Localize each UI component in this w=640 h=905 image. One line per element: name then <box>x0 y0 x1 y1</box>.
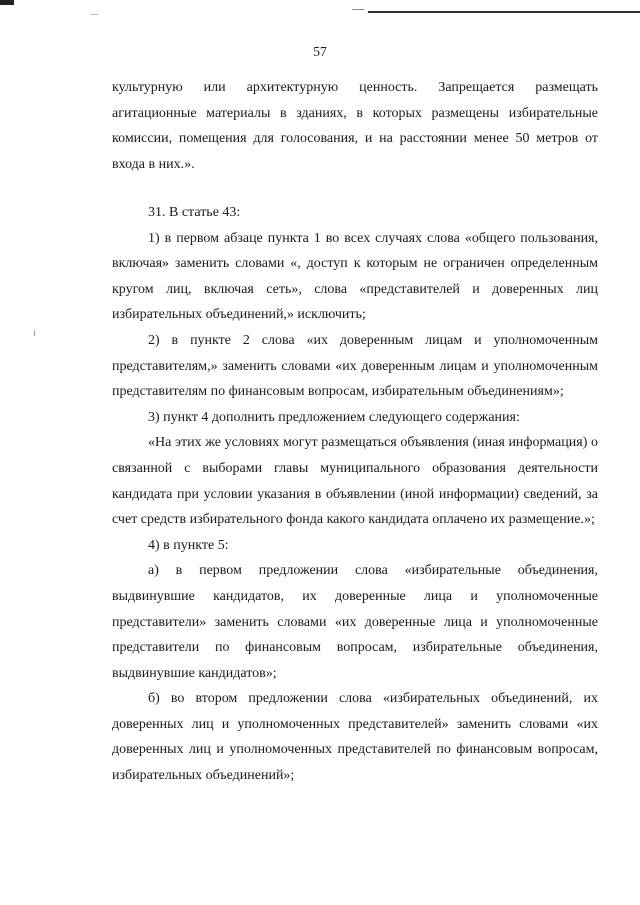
amendment-item-2: 2) в пункте 2 слова «их доверенным лицам и уполномоченным представителям,» заменить словами «их доверенным лицам и уполномоченным представителям по финансовым вопросам, избирательным объединениям»; <box>112 332 598 400</box>
scan-mark <box>0 0 14 5</box>
page-number: 57 <box>313 44 327 59</box>
amendment-item-3-quote: «На этих же условиях могут размещаться объявления (иная информация) о связанной с выборами главы муниципального образования деятельности кандидата при условии указания в объявлении (иной информации) сведений, за счет средств избирательного фонда какого кандидата оплачено их размещение.»; <box>112 435 598 528</box>
amendments-block <box>112 200 598 789</box>
scan-rule-thin <box>352 9 364 10</box>
continuation-block <box>112 75 598 177</box>
amendment-item-4: 4) в пункте 5: <box>148 537 229 553</box>
amendment-item-1: 1) в первом абзаце пункта 1 во всех случаях слова «общего пользования, включая» заменить словами «, доступ к которым не ограничен определенным кругом лиц, включая сеть», слова «представителей и доверенных лиц избирательных объединений,» исключить; <box>112 230 598 323</box>
scan-rule <box>368 11 640 13</box>
amendment-item-4a: а) в первом предложении слова «избирательные объединения, выдвинувшие кандидатов, их доверенные лица и уполномоченные представители» заменить словами «их доверенные лица и уполномоченные представители по финансовым вопросам, избирательные объединения, выдвинувшие кандидатов»; <box>112 563 598 681</box>
article-heading: 31. В статье 43: <box>148 205 241 220</box>
amendment-item-3: 3) пункт 4 дополнить предложением следующего содержания: <box>148 409 520 425</box>
margin-mark <box>34 330 35 336</box>
scan-speck <box>90 14 98 15</box>
continuation-paragraph: культурную или архитектурную ценность. Запрещается размещать агитационные материалы в зданиях, в которых размещены избирательные комиссии, помещения для голосования, и на расстоянии менее 50 метров от входа в них.». <box>112 80 598 172</box>
amendment-item-4b: б) во втором предложении слова «избирательных объединений, их доверенных лиц и уполномоченных представителей» заменить словами «их доверенных лиц и уполномоченных представителей по финансовым вопросам, избирательных объединений»; <box>112 691 598 784</box>
